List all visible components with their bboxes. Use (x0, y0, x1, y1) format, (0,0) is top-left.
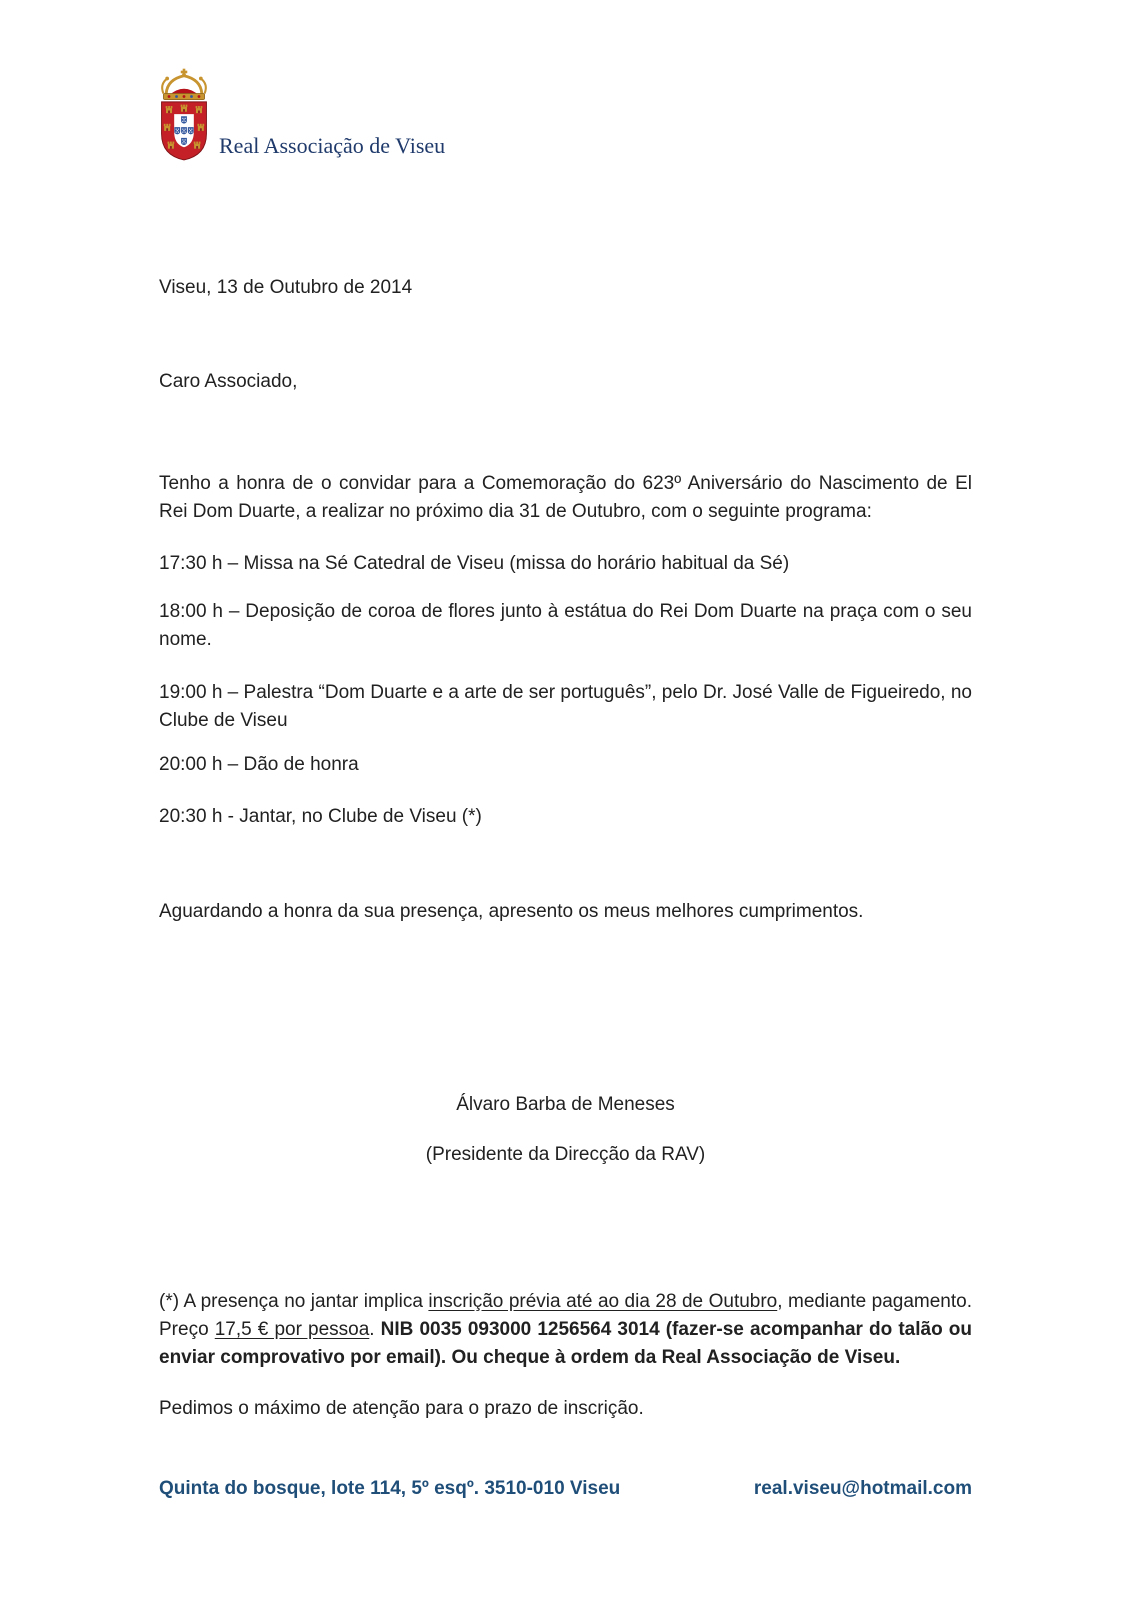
intro-paragraph: Tenho a honra de o convidar para a Comemoração do 623º Aniversário do Nascimento de El Rei Dom Duarte, a realizar no próximo dia 31 de Outubro, com o seguinte programa: (159, 473, 972, 522)
program-item-1730: 17:30 h – Missa na Sé Catedral de Viseu (missa do horário habitual da Sé) (159, 553, 790, 574)
program-item-2000: 20:00 h – Dão de honra (159, 754, 359, 775)
date-line: Viseu, 13 de Outubro de 2014 (159, 277, 413, 298)
footnote-bank-details: NIB 0035 093000 1256564 3014 (fazer-se acompanhar do talão ou enviar comprovativo por email). Ou cheque à ordem da Real Associação de Viseu. (159, 1319, 972, 1368)
footer-address: Quinta do bosque, lote 114, 5º esqº. 3510-010 Viseu (159, 1478, 621, 1499)
shield (162, 102, 207, 160)
footnote-text: . (369, 1319, 381, 1340)
program-item-1900: 19:00 h – Palestra “Dom Duarte e a arte de ser português”, pelo Dr. José Valle de Figueiredo, no Clube de Viseu (159, 682, 972, 731)
page-footer (159, 1475, 972, 1503)
footnote-underline-price: 17,5 € por pessoa (214, 1319, 370, 1340)
footnote-paragraph (159, 1288, 972, 1372)
footnote-text: (*) A presença no jantar implica (159, 1291, 429, 1312)
closing-line: Aguardando a honra da sua presença, apresento os meus melhores cumprimentos. (159, 901, 864, 922)
letterhead (0, 0, 1131, 162)
crown (162, 69, 206, 100)
salutation: Caro Associado, (159, 371, 298, 392)
org-name: Real Associação de Viseu (219, 133, 446, 158)
footnote-text: , mediante pagamento. Preço (159, 1291, 972, 1340)
signature-name: Álvaro Barba de Meneses (456, 1094, 675, 1115)
coat-of-arms-icon (155, 68, 213, 162)
signature-title: (Presidente da Direcção da RAV) (425, 1144, 706, 1165)
letter-body (0, 274, 1131, 1503)
footer-email: real.viseu@hotmail.com (753, 1478, 972, 1499)
program-item-1800: 18:00 h – Deposição de coroa de flores junto à estátua do Rei Dom Duarte na praça com o seu nome. (159, 601, 972, 650)
footnote-underline-deadline: inscrição prévia até ao dia 28 de Outubro (428, 1291, 778, 1312)
program-item-2030: 20:30 h - Jantar, no Clube de Viseu (*) (159, 806, 482, 827)
deadline-note: Pedimos o máximo de atenção para o prazo de inscrição. (159, 1398, 644, 1419)
